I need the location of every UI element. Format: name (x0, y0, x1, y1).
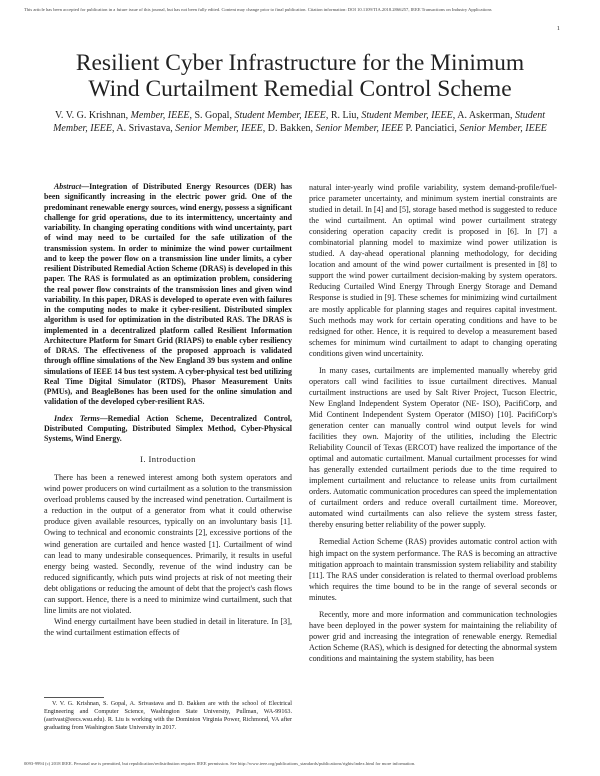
index-terms-text: —Remedial Action Scheme, Decentralized Control, Distributed Computing, Distributed Simplex Method, Cyber-Physical Systems, Wind Energy. (44, 413, 292, 443)
footnote-divider (44, 697, 104, 698)
paragraph: Wind energy curtailment have been studied in detail in literature. In [3], the wind curtailment estimation effects of (44, 616, 292, 637)
index-terms-label: Index Terms (54, 413, 100, 423)
index-terms (44, 414, 292, 445)
author: D. Bakken, Senior Member, IEEE (267, 122, 404, 134)
abstract (44, 182, 292, 408)
right-column (309, 182, 557, 664)
section-heading-introduction: I. Introduction (140, 454, 196, 465)
paragraph: There has been a renewed interest among both system operators and wind power producers on wind curtailment as a solution to the transmission overload problems caused by the increased wind penetration. Curtailment is a reduction in the output of a generator from what it could otherwise produce given available resources, typically on an involuntary basis [1]. Owing to technical and economic constraints [2], excessive portions of the wind generation are curtailed and hence wasted [1]. Curtailment of wind can lead to many undesirable consequences. Primarily, it results in useful energy being wasted. Secondly, revenue of the wind industry can be reduced significantly, which puts wind projects at risk of not meeting their debt obligations or reducing the amount of debt that the project's cash flows can support. Hence, there is a need to minimize wind curtailment, such that line limits are not violated. (44, 473, 292, 615)
paper-title (40, 50, 560, 102)
author: V. V. G. Krishnan, Member, IEEE, (55, 110, 192, 121)
left-column (44, 182, 292, 638)
abstract-label: Abstract (54, 182, 82, 191)
abstract-text: —Integration of Distributed Energy Resources (DER) has been significantly increasing in the electric power grid. One of the predominant renewable energy sources, wind energy, possess a significant challenge for grid operations, due to its intermittency, uncertainty and variability. In changing operating conditions with wind uncertainty, part of wind may need to be curtailed for the safe utilization of the transmission system. In order to minimize the wind power curtailment and to keep the power flow on a transmission line under limits, a cyber resilient Distributed Remedial Action Scheme (DRAS) is developed in this paper. The RAS is formulated as an optimization problem, considering the real power flow constraints of the transmission lines and given wind variability. In this paper, DRAS is developed to operate even with failures in the computing nodes to make it cyber-resilient. Distributed simplex algorithm is used for optimization in the distributed RAS. The DRAS is implemented in a decentralized platform called Resilient Information Architecture Platform for Smart Grid (RIAPS) to enable cyber resiliency of DRAS. The effectiveness of the proposed approach is validated through offline simulations of the New England 39 bus system and online simulations of IEEE 14 bus test system. A cyber-physical test bed utilizing Real Time Digital Simulator (RTDS), Phasor Measurement Units (PMUs), and BeagleBones has been used for the online simulation and validation of the developed cyber-resilient RAS. (44, 182, 292, 407)
copyright-footer: 0093-9994 (c) 2018 IEEE. Personal use is permitted, but republication/redistribution requires IEEE permission. See http://www.ieee.org/publications_standards/publications/rights/index.html for more information. (24, 761, 416, 766)
author: A. Askerman, Student Member, IEEE, (53, 110, 545, 134)
author: P. Panciatici, Senior Member, IEEE (405, 122, 547, 134)
paragraph: In many cases, curtailments are implemented manually whereby grid operators call wind facilities to issue curtailment directives. Manual curtailment instructions are used by Salt River Project, Tucson Electric, New England Independent System Operator (NE- ISO), PacifiCorp, and Mid Continent Independent System Operator (MISO) [10]. PacifiCorp's generation center can manually control wind output levels for wind facilities they own. Majority of the utilities, including the Electric Reliability Council of Texas (ERCOT) have realized the importance of the optimal and automatic curtailment. Manual curtailment processes for wind has generally extended curtailment periods due to the time required to implement curtailment and reluctance to release units from curtailment orders. Automatic communication procedures can speed the implementation of curtailment orders and reduce overall curtailment time. Moreover, automated wind curtailments can also relieve the system stress faster, thereby ensuring better reliability of the power supply. (309, 365, 557, 530)
paragraph: natural inter-yearly wind profile variability, system demand-profile/fuel-price parameter uncertainty, and minimum system inertial constraints are studied in detail. In [4] and [5], storage based method is suggested to reduce the wind curtailment. An optimal wind power curtailment strategy considering operation capacity credit is proposed in [6]. In [7] a combinatorial planning model to maximize wind power utilization is studied. A day-ahead operational planning methodology, for deciding location and amount of the wind power curtailment is presented in [8] to support the wind power curtailment decision-making by system operators. Reducing Curtailed Wind Energy Through Energy Storage and Demand Response is studied in [9]. These schemes for minimizing wind curtailment are mostly applicable for planning stages and requires capital investment. Such methods may work for certain operating conditions and have to be redsigned for other. Hence, it is required to develop a measurement based schemes for minimum wind curtailment to adapt to changing operating conditions given wind uncertainity. (309, 183, 557, 358)
paragraph: Remedial Action Scheme (RAS) provides automatic control action with high impact on the system performance. The RAS is becoming an attractive mitigation approach to maintain transmission system reliability and stability [11]. The RAS under consideration is related to thermal overload problems which requires the time bound to be in the range of several seconds or minutes. (309, 537, 557, 602)
author: A. Srivastava, Senior Member, IEEE, (116, 122, 266, 134)
publication-notice: This article has been accepted for publication in a future issue of this journal, but has not been fully edited. Content may change prior to final publication. Citation information: DOI 10.1109/TIA.2018.2866257, IEEE Transactions on Industry Applications (24, 7, 492, 12)
title-line-1: Resilient Cyber Infrastructure for the Minimum (75, 50, 525, 76)
author: S. Gopal, Student Member, IEEE, (194, 110, 329, 121)
title-line-2: Wind Curtailment Remedial Control Scheme (88, 76, 512, 102)
author-list (50, 110, 550, 135)
affiliation-footnote: V. V. G. Krishnan, S. Gopal, A. Srivastava and D. Bakken are with the school of Electrical Engineering and Computer Science, Washington State University, Pullman, WA-99163. (asrivast@eecs.wsu.edu). R. Liu is working with the Dominion Virginia Power, Richmond, VA after graduating from Washington State University in 2017. (44, 701, 292, 732)
page-number: 1 (556, 25, 560, 32)
author: R. Liu, Student Member, IEEE, (330, 110, 456, 121)
paragraph: Recently, more and more information and communication technologies have been deployed in the power system for maintaining the reliability of power grid and increasing the integration of renewable energy. Remedial Action Scheme (RAS), which is designed for detecting the abnormal system conditions and maintaining the system stability, has been (309, 609, 557, 663)
